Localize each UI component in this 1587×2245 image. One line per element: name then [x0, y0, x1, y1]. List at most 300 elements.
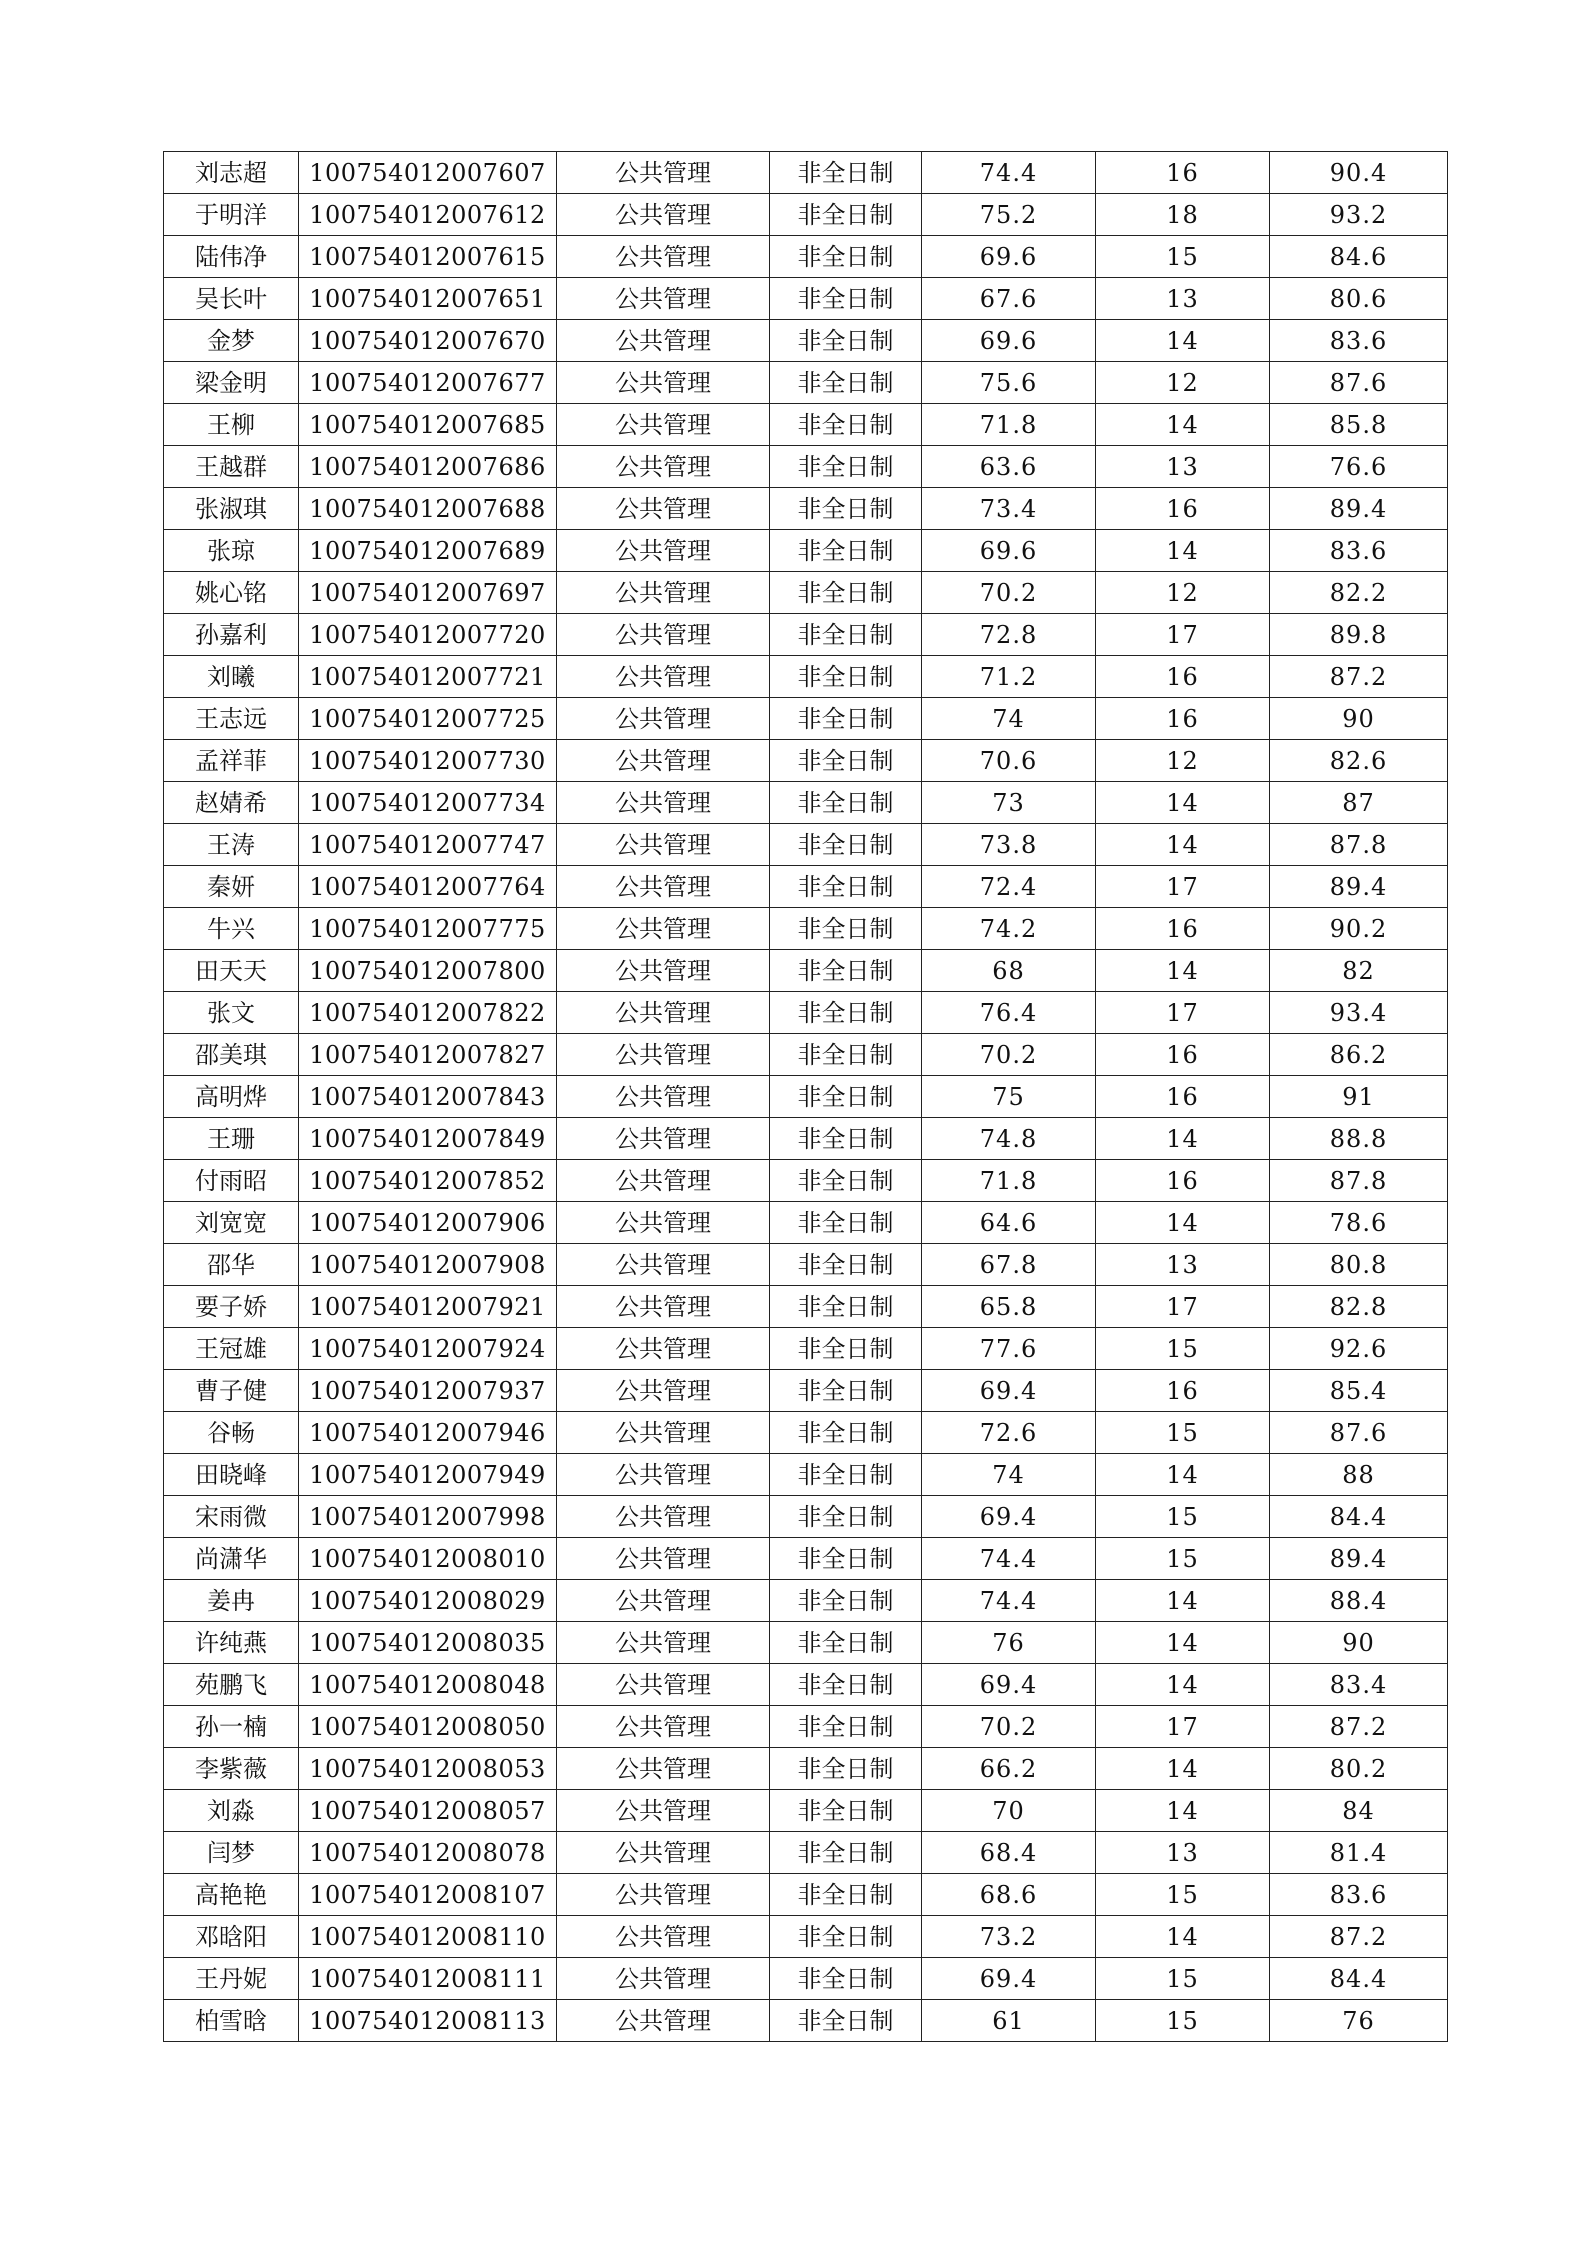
study-mode-cell: 非全日制: [770, 572, 922, 614]
name-cell: 刘志超: [164, 152, 299, 194]
total-score-cell: 83.4: [1270, 1664, 1448, 1706]
name-cell: 孙嘉利: [164, 614, 299, 656]
table-row: [164, 1916, 1448, 1958]
total-score-cell: 85.4: [1270, 1370, 1448, 1412]
name-cell: 张淑琪: [164, 488, 299, 530]
table-row: [164, 1664, 1448, 1706]
table-row: [164, 1244, 1448, 1286]
table-row: [164, 1706, 1448, 1748]
name-cell: 赵婧希: [164, 782, 299, 824]
major-cell: 公共管理: [557, 656, 770, 698]
major-cell: 公共管理: [557, 2000, 770, 2042]
major-cell: 公共管理: [557, 1748, 770, 1790]
score-b-cell: 15: [1096, 236, 1270, 278]
score-a-cell: 74.4: [922, 152, 1096, 194]
exam-id-cell: 100754012007677: [299, 362, 557, 404]
study-mode-cell: 非全日制: [770, 320, 922, 362]
score-b-cell: 16: [1096, 656, 1270, 698]
exam-id-cell: 100754012007689: [299, 530, 557, 572]
name-cell: 陆伟净: [164, 236, 299, 278]
name-cell: 邵华: [164, 1244, 299, 1286]
major-cell: 公共管理: [557, 1202, 770, 1244]
score-table: [163, 151, 1448, 2042]
score-a-cell: 63.6: [922, 446, 1096, 488]
study-mode-cell: 非全日制: [770, 1580, 922, 1622]
exam-id-cell: 100754012007906: [299, 1202, 557, 1244]
name-cell: 王丹妮: [164, 1958, 299, 2000]
table-row: [164, 1286, 1448, 1328]
score-a-cell: 67.6: [922, 278, 1096, 320]
score-b-cell: 13: [1096, 446, 1270, 488]
total-score-cell: 92.6: [1270, 1328, 1448, 1370]
total-score-cell: 82: [1270, 950, 1448, 992]
score-b-cell: 17: [1096, 1706, 1270, 1748]
table-row: [164, 194, 1448, 236]
score-a-cell: 69.4: [922, 1664, 1096, 1706]
table-row: [164, 1748, 1448, 1790]
major-cell: 公共管理: [557, 278, 770, 320]
exam-id-cell: 100754012008107: [299, 1874, 557, 1916]
score-b-cell: 14: [1096, 1454, 1270, 1496]
major-cell: 公共管理: [557, 950, 770, 992]
score-b-cell: 14: [1096, 530, 1270, 572]
exam-id-cell: 100754012007764: [299, 866, 557, 908]
study-mode-cell: 非全日制: [770, 908, 922, 950]
study-mode-cell: 非全日制: [770, 1244, 922, 1286]
name-cell: 孟祥菲: [164, 740, 299, 782]
table-row: [164, 236, 1448, 278]
score-a-cell: 74.2: [922, 908, 1096, 950]
study-mode-cell: 非全日制: [770, 1370, 922, 1412]
table-row: [164, 530, 1448, 572]
score-b-cell: 14: [1096, 1118, 1270, 1160]
major-cell: 公共管理: [557, 908, 770, 950]
major-cell: 公共管理: [557, 1664, 770, 1706]
name-cell: 付雨昭: [164, 1160, 299, 1202]
table-row: [164, 1790, 1448, 1832]
table-row: [164, 488, 1448, 530]
study-mode-cell: 非全日制: [770, 740, 922, 782]
score-a-cell: 68.4: [922, 1832, 1096, 1874]
total-score-cell: 88.8: [1270, 1118, 1448, 1160]
total-score-cell: 84.4: [1270, 1496, 1448, 1538]
major-cell: 公共管理: [557, 698, 770, 740]
name-cell: 田天天: [164, 950, 299, 992]
score-b-cell: 15: [1096, 1874, 1270, 1916]
exam-id-cell: 100754012008048: [299, 1664, 557, 1706]
exam-id-cell: 100754012008078: [299, 1832, 557, 1874]
total-score-cell: 87.6: [1270, 362, 1448, 404]
score-a-cell: 66.2: [922, 1748, 1096, 1790]
study-mode-cell: 非全日制: [770, 1202, 922, 1244]
score-a-cell: 70.6: [922, 740, 1096, 782]
score-b-cell: 16: [1096, 908, 1270, 950]
study-mode-cell: 非全日制: [770, 698, 922, 740]
study-mode-cell: 非全日制: [770, 866, 922, 908]
name-cell: 张文: [164, 992, 299, 1034]
score-a-cell: 72.4: [922, 866, 1096, 908]
exam-id-cell: 100754012008050: [299, 1706, 557, 1748]
total-score-cell: 89.4: [1270, 1538, 1448, 1580]
name-cell: 姚心铭: [164, 572, 299, 614]
major-cell: 公共管理: [557, 1286, 770, 1328]
exam-id-cell: 100754012007998: [299, 1496, 557, 1538]
total-score-cell: 93.2: [1270, 194, 1448, 236]
exam-id-cell: 100754012007615: [299, 236, 557, 278]
total-score-cell: 76.6: [1270, 446, 1448, 488]
score-b-cell: 14: [1096, 1916, 1270, 1958]
major-cell: 公共管理: [557, 1874, 770, 1916]
exam-id-cell: 100754012008110: [299, 1916, 557, 1958]
table-row: [164, 152, 1448, 194]
study-mode-cell: 非全日制: [770, 1706, 922, 1748]
score-b-cell: 15: [1096, 1412, 1270, 1454]
study-mode-cell: 非全日制: [770, 1412, 922, 1454]
table-row: [164, 908, 1448, 950]
table-row: [164, 362, 1448, 404]
study-mode-cell: 非全日制: [770, 1664, 922, 1706]
study-mode-cell: 非全日制: [770, 824, 922, 866]
name-cell: 刘宽宽: [164, 1202, 299, 1244]
total-score-cell: 90.4: [1270, 152, 1448, 194]
total-score-cell: 89.8: [1270, 614, 1448, 656]
score-b-cell: 14: [1096, 404, 1270, 446]
exam-id-cell: 100754012007827: [299, 1034, 557, 1076]
exam-id-cell: 100754012007775: [299, 908, 557, 950]
score-a-cell: 65.8: [922, 1286, 1096, 1328]
score-a-cell: 71.8: [922, 1160, 1096, 1202]
exam-id-cell: 100754012007822: [299, 992, 557, 1034]
major-cell: 公共管理: [557, 1958, 770, 2000]
total-score-cell: 84.4: [1270, 1958, 1448, 2000]
exam-id-cell: 100754012007730: [299, 740, 557, 782]
name-cell: 田晓峰: [164, 1454, 299, 1496]
total-score-cell: 85.8: [1270, 404, 1448, 446]
study-mode-cell: 非全日制: [770, 1328, 922, 1370]
score-a-cell: 69.4: [922, 1370, 1096, 1412]
score-b-cell: 14: [1096, 1622, 1270, 1664]
name-cell: 李紫薇: [164, 1748, 299, 1790]
score-b-cell: 16: [1096, 1034, 1270, 1076]
exam-id-cell: 100754012007849: [299, 1118, 557, 1160]
score-b-cell: 16: [1096, 1160, 1270, 1202]
score-a-cell: 69.6: [922, 530, 1096, 572]
score-a-cell: 70: [922, 1790, 1096, 1832]
major-cell: 公共管理: [557, 1412, 770, 1454]
name-cell: 邵美琪: [164, 1034, 299, 1076]
total-score-cell: 87.2: [1270, 1706, 1448, 1748]
total-score-cell: 87.6: [1270, 1412, 1448, 1454]
total-score-cell: 80.8: [1270, 1244, 1448, 1286]
total-score-cell: 89.4: [1270, 488, 1448, 530]
exam-id-cell: 100754012007800: [299, 950, 557, 992]
table-row: [164, 698, 1448, 740]
table-row: [164, 1160, 1448, 1202]
major-cell: 公共管理: [557, 1706, 770, 1748]
score-a-cell: 67.8: [922, 1244, 1096, 1286]
score-a-cell: 77.6: [922, 1328, 1096, 1370]
score-b-cell: 13: [1096, 1832, 1270, 1874]
study-mode-cell: 非全日制: [770, 614, 922, 656]
name-cell: 王冠雄: [164, 1328, 299, 1370]
score-a-cell: 73.2: [922, 1916, 1096, 1958]
exam-id-cell: 100754012007685: [299, 404, 557, 446]
major-cell: 公共管理: [557, 404, 770, 446]
study-mode-cell: 非全日制: [770, 362, 922, 404]
study-mode-cell: 非全日制: [770, 278, 922, 320]
exam-id-cell: 100754012007852: [299, 1160, 557, 1202]
major-cell: 公共管理: [557, 1454, 770, 1496]
major-cell: 公共管理: [557, 1580, 770, 1622]
exam-id-cell: 100754012007686: [299, 446, 557, 488]
table-row: [164, 320, 1448, 362]
major-cell: 公共管理: [557, 992, 770, 1034]
study-mode-cell: 非全日制: [770, 194, 922, 236]
score-b-cell: 12: [1096, 572, 1270, 614]
total-score-cell: 83.6: [1270, 320, 1448, 362]
major-cell: 公共管理: [557, 824, 770, 866]
exam-id-cell: 100754012008010: [299, 1538, 557, 1580]
name-cell: 王越群: [164, 446, 299, 488]
name-cell: 宋雨微: [164, 1496, 299, 1538]
name-cell: 金梦: [164, 320, 299, 362]
score-a-cell: 69.6: [922, 236, 1096, 278]
total-score-cell: 90: [1270, 1622, 1448, 1664]
name-cell: 刘曦: [164, 656, 299, 698]
name-cell: 王珊: [164, 1118, 299, 1160]
table-row: [164, 1496, 1448, 1538]
exam-id-cell: 100754012007721: [299, 656, 557, 698]
name-cell: 秦妍: [164, 866, 299, 908]
name-cell: 许纯燕: [164, 1622, 299, 1664]
table-row: [164, 2000, 1448, 2042]
name-cell: 牛兴: [164, 908, 299, 950]
score-a-cell: 75.2: [922, 194, 1096, 236]
total-score-cell: 86.2: [1270, 1034, 1448, 1076]
exam-id-cell: 100754012007908: [299, 1244, 557, 1286]
score-a-cell: 70.2: [922, 572, 1096, 614]
exam-id-cell: 100754012008029: [299, 1580, 557, 1622]
table-row: [164, 824, 1448, 866]
score-b-cell: 12: [1096, 740, 1270, 782]
study-mode-cell: 非全日制: [770, 1832, 922, 1874]
total-score-cell: 80.6: [1270, 278, 1448, 320]
score-a-cell: 73: [922, 782, 1096, 824]
score-a-cell: 74.4: [922, 1580, 1096, 1622]
total-score-cell: 90: [1270, 698, 1448, 740]
table-row: [164, 1580, 1448, 1622]
name-cell: 曹子健: [164, 1370, 299, 1412]
name-cell: 姜冉: [164, 1580, 299, 1622]
exam-id-cell: 100754012007688: [299, 488, 557, 530]
table-row: [164, 740, 1448, 782]
total-score-cell: 89.4: [1270, 866, 1448, 908]
score-b-cell: 17: [1096, 614, 1270, 656]
score-b-cell: 16: [1096, 1370, 1270, 1412]
exam-id-cell: 100754012007843: [299, 1076, 557, 1118]
total-score-cell: 80.2: [1270, 1748, 1448, 1790]
study-mode-cell: 非全日制: [770, 782, 922, 824]
score-a-cell: 74.8: [922, 1118, 1096, 1160]
table-body: [164, 152, 1448, 2042]
name-cell: 王涛: [164, 824, 299, 866]
name-cell: 刘淼: [164, 1790, 299, 1832]
exam-id-cell: 100754012007924: [299, 1328, 557, 1370]
study-mode-cell: 非全日制: [770, 950, 922, 992]
total-score-cell: 82.2: [1270, 572, 1448, 614]
score-b-cell: 17: [1096, 1286, 1270, 1328]
name-cell: 于明洋: [164, 194, 299, 236]
study-mode-cell: 非全日制: [770, 1034, 922, 1076]
score-b-cell: 14: [1096, 782, 1270, 824]
score-b-cell: 16: [1096, 1076, 1270, 1118]
exam-id-cell: 100754012007612: [299, 194, 557, 236]
major-cell: 公共管理: [557, 572, 770, 614]
exam-id-cell: 100754012008113: [299, 2000, 557, 2042]
exam-id-cell: 100754012008057: [299, 1790, 557, 1832]
table-row: [164, 614, 1448, 656]
exam-id-cell: 100754012007607: [299, 152, 557, 194]
exam-id-cell: 100754012008111: [299, 1958, 557, 2000]
major-cell: 公共管理: [557, 446, 770, 488]
major-cell: 公共管理: [557, 740, 770, 782]
name-cell: 孙一楠: [164, 1706, 299, 1748]
major-cell: 公共管理: [557, 488, 770, 530]
total-score-cell: 87.2: [1270, 656, 1448, 698]
score-b-cell: 15: [1096, 1958, 1270, 2000]
name-cell: 苑鹏飞: [164, 1664, 299, 1706]
name-cell: 梁金明: [164, 362, 299, 404]
table-row: [164, 404, 1448, 446]
major-cell: 公共管理: [557, 614, 770, 656]
major-cell: 公共管理: [557, 1328, 770, 1370]
major-cell: 公共管理: [557, 320, 770, 362]
major-cell: 公共管理: [557, 1076, 770, 1118]
table-row: [164, 1118, 1448, 1160]
study-mode-cell: 非全日制: [770, 1286, 922, 1328]
major-cell: 公共管理: [557, 236, 770, 278]
total-score-cell: 91: [1270, 1076, 1448, 1118]
table-row: [164, 1034, 1448, 1076]
total-score-cell: 87.8: [1270, 824, 1448, 866]
name-cell: 尚潇华: [164, 1538, 299, 1580]
name-cell: 吴长叶: [164, 278, 299, 320]
score-b-cell: 14: [1096, 1790, 1270, 1832]
total-score-cell: 83.6: [1270, 1874, 1448, 1916]
total-score-cell: 78.6: [1270, 1202, 1448, 1244]
table-row: [164, 950, 1448, 992]
major-cell: 公共管理: [557, 1916, 770, 1958]
score-a-cell: 71.8: [922, 404, 1096, 446]
total-score-cell: 87.2: [1270, 1916, 1448, 1958]
score-b-cell: 14: [1096, 1748, 1270, 1790]
score-b-cell: 15: [1096, 1328, 1270, 1370]
major-cell: 公共管理: [557, 1832, 770, 1874]
score-a-cell: 76: [922, 1622, 1096, 1664]
table-row: [164, 782, 1448, 824]
study-mode-cell: 非全日制: [770, 1454, 922, 1496]
major-cell: 公共管理: [557, 782, 770, 824]
study-mode-cell: 非全日制: [770, 1748, 922, 1790]
score-b-cell: 16: [1096, 488, 1270, 530]
score-a-cell: 76.4: [922, 992, 1096, 1034]
total-score-cell: 82.6: [1270, 740, 1448, 782]
major-cell: 公共管理: [557, 1370, 770, 1412]
score-b-cell: 17: [1096, 992, 1270, 1034]
score-a-cell: 68: [922, 950, 1096, 992]
table-row: [164, 572, 1448, 614]
exam-id-cell: 100754012007734: [299, 782, 557, 824]
study-mode-cell: 非全日制: [770, 1076, 922, 1118]
study-mode-cell: 非全日制: [770, 404, 922, 446]
table-row: [164, 278, 1448, 320]
major-cell: 公共管理: [557, 362, 770, 404]
table-row: [164, 1454, 1448, 1496]
score-a-cell: 73.4: [922, 488, 1096, 530]
score-a-cell: 75.6: [922, 362, 1096, 404]
table-row: [164, 866, 1448, 908]
major-cell: 公共管理: [557, 1160, 770, 1202]
exam-id-cell: 100754012007921: [299, 1286, 557, 1328]
score-b-cell: 14: [1096, 1580, 1270, 1622]
name-cell: 柏雪晗: [164, 2000, 299, 2042]
exam-id-cell: 100754012007946: [299, 1412, 557, 1454]
score-b-cell: 14: [1096, 1664, 1270, 1706]
total-score-cell: 88.4: [1270, 1580, 1448, 1622]
study-mode-cell: 非全日制: [770, 1916, 922, 1958]
major-cell: 公共管理: [557, 530, 770, 572]
score-a-cell: 75: [922, 1076, 1096, 1118]
major-cell: 公共管理: [557, 1538, 770, 1580]
score-a-cell: 74: [922, 698, 1096, 740]
score-b-cell: 13: [1096, 1244, 1270, 1286]
study-mode-cell: 非全日制: [770, 1538, 922, 1580]
study-mode-cell: 非全日制: [770, 1118, 922, 1160]
total-score-cell: 90.2: [1270, 908, 1448, 950]
exam-id-cell: 100754012008035: [299, 1622, 557, 1664]
study-mode-cell: 非全日制: [770, 1958, 922, 2000]
table-row: [164, 992, 1448, 1034]
table-row: [164, 656, 1448, 698]
study-mode-cell: 非全日制: [770, 1496, 922, 1538]
score-b-cell: 14: [1096, 950, 1270, 992]
table-row: [164, 1370, 1448, 1412]
study-mode-cell: 非全日制: [770, 488, 922, 530]
name-cell: 王志远: [164, 698, 299, 740]
score-a-cell: 70.2: [922, 1034, 1096, 1076]
total-score-cell: 88: [1270, 1454, 1448, 1496]
name-cell: 谷畅: [164, 1412, 299, 1454]
major-cell: 公共管理: [557, 1622, 770, 1664]
table-row: [164, 1958, 1448, 2000]
table-row: [164, 1538, 1448, 1580]
major-cell: 公共管理: [557, 1118, 770, 1160]
score-a-cell: 68.6: [922, 1874, 1096, 1916]
total-score-cell: 82.8: [1270, 1286, 1448, 1328]
major-cell: 公共管理: [557, 1790, 770, 1832]
exam-id-cell: 100754012007697: [299, 572, 557, 614]
total-score-cell: 81.4: [1270, 1832, 1448, 1874]
score-a-cell: 74: [922, 1454, 1096, 1496]
score-b-cell: 15: [1096, 1538, 1270, 1580]
study-mode-cell: 非全日制: [770, 236, 922, 278]
score-b-cell: 16: [1096, 698, 1270, 740]
score-b-cell: 14: [1096, 320, 1270, 362]
study-mode-cell: 非全日制: [770, 1790, 922, 1832]
score-a-cell: 73.8: [922, 824, 1096, 866]
exam-id-cell: 100754012007949: [299, 1454, 557, 1496]
name-cell: 张琼: [164, 530, 299, 572]
